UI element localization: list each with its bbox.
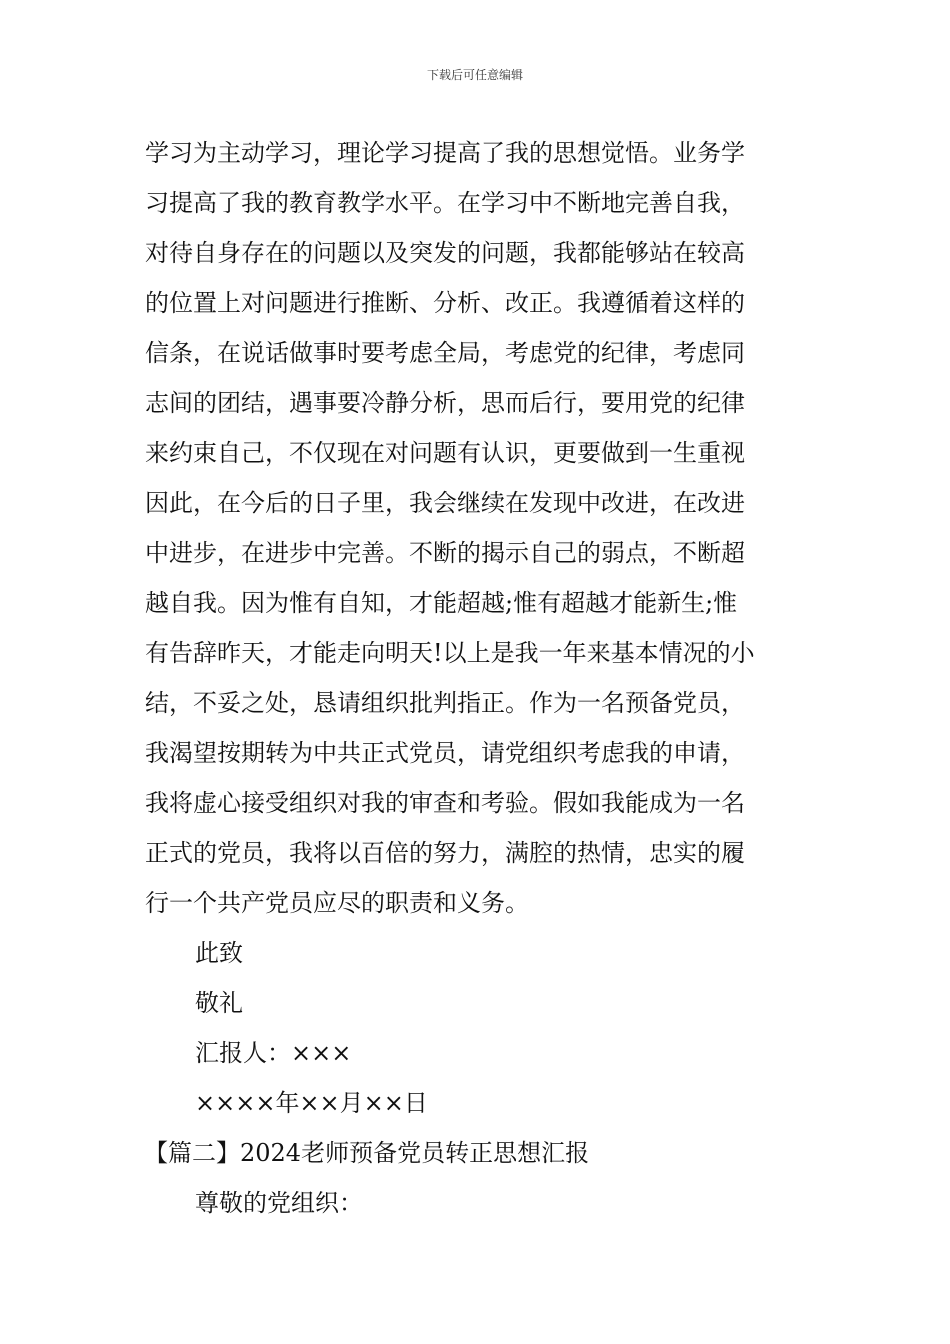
closing-salutation-1: 此致 (195, 939, 243, 967)
closing-salutation-2: 敬礼 (195, 989, 243, 1017)
paragraph-line: 习提高了我的教育教学水平。在学习中不断地完善自我， (145, 189, 745, 217)
paragraph-line: 学习为主动学习，理论学习提高了我的思想觉悟。业务学 (145, 139, 745, 167)
reporter-signature: 汇报人：××× (195, 1039, 352, 1067)
paragraph-line: 我将虚心接受组织对我的审查和考验。假如我能成为一名 (145, 789, 745, 817)
section-heading: 【篇二】2024老师预备党员转正思想汇报 (144, 1139, 590, 1167)
paragraph-line: 行一个共产党员应尽的职责和义务。 (145, 889, 529, 917)
paragraph-line: 结，不妥之处，恳请组织批判指正。作为一名预备党员， (145, 689, 745, 717)
paragraph-line: 因此，在今后的日子里，我会继续在发现中改进，在改进 (145, 489, 745, 517)
report-date: ××××年××月××日 (195, 1089, 428, 1117)
paragraph-line: 有告辞昨天，才能走向明天!以上是我一年来基本情况的小 (145, 639, 755, 667)
paragraph-line: 来约束自己，不仅现在对问题有认识，更要做到一生重视 (145, 439, 745, 467)
paragraph-line: 志间的团结，遇事要冷静分析，思而后行，要用党的纪律 (145, 389, 745, 417)
paragraph-line: 中进步，在进步中完善。不断的揭示自己的弱点，不断超 (145, 539, 745, 567)
paragraph-line: 对待自身存在的问题以及突发的问题，我都能够站在较高 (145, 239, 745, 267)
paragraph-line: 我渴望按期转为中共正式党员，请党组织考虑我的申请， (145, 739, 745, 767)
header-note: 下载后可任意编辑 (426, 68, 523, 82)
section-greeting: 尊敬的党组织： (195, 1189, 363, 1217)
document-body (145, 128, 810, 1228)
paragraph-line: 正式的党员，我将以百倍的努力，满腔的热情，忠实的履 (145, 839, 745, 867)
paragraph-line: 信条，在说话做事时要考虑全局，考虑党的纪律，考虑同 (145, 339, 745, 367)
paragraph-line: 越自我。因为惟有自知，才能超越;惟有超越才能新生;惟 (145, 589, 738, 617)
paragraph-line: 的位置上对问题进行推断、分析、改正。我遵循着这样的 (145, 289, 745, 317)
